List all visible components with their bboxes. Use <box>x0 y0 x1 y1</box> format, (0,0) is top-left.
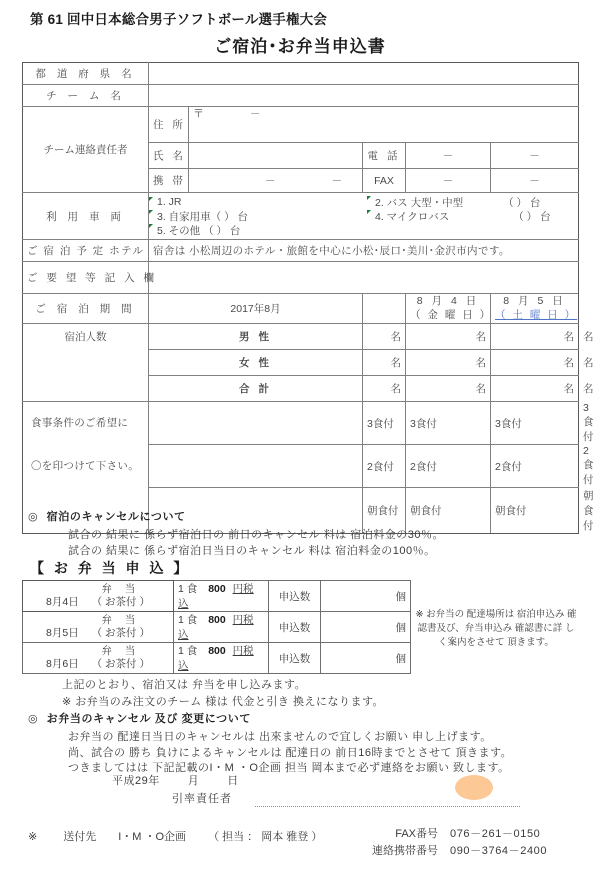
bento-item-2-line1: 弁 当 <box>101 614 141 627</box>
meal-3-blank[interactable] <box>149 402 363 445</box>
table-row-vehicles <box>23 193 579 240</box>
bento-cancel-heading <box>28 710 251 726</box>
guests-total-col-3[interactable] <box>491 376 579 402</box>
vehicle-option-3-label: 3. 自家用車（ ） 台 <box>157 210 249 223</box>
send-to-line <box>28 828 322 844</box>
fax-label: FAX <box>363 169 406 193</box>
bento-price-unit-3: 円税込 <box>178 645 254 672</box>
guests-female-col-2[interactable] <box>406 350 491 376</box>
meal-breakfast-col-1[interactable]: 朝食付 <box>363 488 406 534</box>
table-row-period <box>23 294 579 324</box>
page-title-main: 第 61 回中日本総合男子ソフトボール選手権大会 <box>30 12 328 27</box>
bento-item-2-line2: （ お茶付 ） <box>91 626 150 639</box>
bento-cancel-line-3: つきましてはは 下記記載のI・M ・O企画 担当 岡本まで必ず連絡をお願い 致します。 <box>68 762 510 774</box>
meal-instruction-line2 <box>23 445 149 488</box>
vehicle-option-2-count[interactable]: （ ） 台 <box>503 196 541 209</box>
date-column-3[interactable] <box>491 294 579 324</box>
guests-male-col-3[interactable] <box>491 324 579 350</box>
bento-price-cell-2 <box>174 612 269 643</box>
hotel-label: ご 宿 泊 予 定 ホテル <box>23 240 149 262</box>
day-label: 日 <box>227 775 239 787</box>
date-column-2[interactable] <box>406 294 491 324</box>
table-row-hotel <box>23 240 579 262</box>
meal-3-col-2[interactable]: 3食付 <box>406 402 491 445</box>
tel-input-2[interactable] <box>491 143 579 169</box>
meal-instruction-line1 <box>23 402 149 445</box>
bento-count-label-2: 申込数 <box>269 612 321 643</box>
vehicle-option-2-label: 2. バス 大型・中型 <box>375 196 464 209</box>
vehicle-option-5[interactable] <box>149 223 367 238</box>
double-circle-icon: ◎ <box>28 511 38 523</box>
spellcheck-marker-icon <box>149 224 153 228</box>
unit-label: 名 <box>563 357 575 369</box>
unit-label: 名 <box>583 383 594 395</box>
address-input[interactable] <box>189 107 579 143</box>
guests-row-label-female: 女 性 <box>149 350 363 376</box>
fax-dash-2: － <box>529 175 540 187</box>
request-input[interactable] <box>149 262 579 294</box>
send-to-label: 送付先 <box>63 831 97 843</box>
postal-code-hint <box>193 105 574 121</box>
bento-item-2 <box>92 614 150 639</box>
unit-label: 名 <box>475 383 486 395</box>
declaration-line-2: ※ お弁当のみ注文のチーム 様は 代金と引き 換えになります。 <box>62 696 385 708</box>
vehicle-option-1[interactable] <box>149 196 367 208</box>
bento-cancel-line-2: 尚、試合の 勝ち 負けによるキャンセルは 配達日の 前日16時までとさせて 頂きます。 <box>68 747 513 759</box>
bento-delivery-note: ※ お弁当の 配達場所は 宿泊申込み 確認書及び、弁当申込み 確認書に詳 しく案内をさせて 頂きます。 <box>415 609 577 648</box>
declaration-line-1: 上記のとおり、宿泊又は 弁当を申し込みます。 <box>62 679 307 691</box>
period-month-label: 2017年8月 <box>230 303 281 315</box>
hotel-note-text: 宿舎は 小松周辺のホテル・旅館を中心に小松･辰口･美川･金沢市内です。 <box>153 245 510 257</box>
unit-label: 名 <box>390 357 401 369</box>
mobile-row <box>352 843 547 860</box>
name-input[interactable] <box>189 143 363 169</box>
bento-row <box>23 612 411 643</box>
bento-serving-1: 1 食 <box>178 583 198 595</box>
date-column-2-date: 8 月 4 日 <box>416 295 480 308</box>
contact-person-name: （ 担当 ： 岡本 雅登 ） <box>208 831 323 843</box>
tel-dash-1: － <box>442 150 454 162</box>
spellcheck-marker-icon <box>149 197 153 201</box>
guests-female-col-3[interactable] <box>491 350 579 376</box>
table-row-request <box>23 262 579 294</box>
bento-day-cell-1 <box>23 581 174 612</box>
bento-price-cell-3 <box>174 643 269 674</box>
meal-2-col-3[interactable]: 2食付 <box>491 445 579 488</box>
period-month <box>149 294 363 324</box>
date-column-3-weekday: （ 土 曜 日 ） <box>495 308 578 321</box>
bento-price-2: 800 <box>208 614 226 626</box>
seal-stamp <box>455 775 493 800</box>
guests-label-spacer <box>23 350 149 376</box>
lodging-cancel-heading <box>28 508 186 524</box>
vehicle-options[interactable] <box>149 193 579 240</box>
meal-2-col-1[interactable]: 2食付 <box>363 445 406 488</box>
bento-count-input-3[interactable] <box>321 643 411 674</box>
bento-section-title: 【 お 弁 当 申 込 】 <box>30 560 191 576</box>
bento-row <box>23 643 411 674</box>
postal-dash: － <box>250 108 261 120</box>
unit-label: 名 <box>583 331 594 343</box>
bento-serving-3: 1 食 <box>178 645 198 657</box>
fax-dash-1: － <box>442 175 454 187</box>
vehicle-option-4-label: 4. マイクロバス <box>375 210 450 223</box>
leader-signature-line[interactable] <box>255 806 520 807</box>
vehicle-option-4-count[interactable]: （ ） 台 <box>513 210 551 223</box>
bento-day-cell-2 <box>23 612 174 643</box>
bento-day-1: 8月4日 <box>46 595 79 608</box>
vehicle-option-1-label: 1. JR <box>157 196 182 208</box>
guests-label-spacer-2 <box>23 376 149 402</box>
postal-mark-icon: 〒 <box>193 108 204 120</box>
meal-3-col-3[interactable]: 3食付 <box>491 402 579 445</box>
table-row-meal-breakfast: 朝食付 朝食付 朝食付 朝食付 <box>23 488 579 534</box>
bento-count-label-3: 申込数 <box>269 643 321 674</box>
date-entry-line[interactable] <box>112 772 239 788</box>
footer-mobile-number: 090－3764－2400 <box>450 845 548 858</box>
guests-female-col-1[interactable] <box>363 350 406 376</box>
lodging-application-table <box>22 62 594 534</box>
meal-3-col-1[interactable]: 3食付 <box>363 402 406 445</box>
unit-label: 名 <box>583 357 594 369</box>
meal-2-blank[interactable] <box>149 445 363 488</box>
meal-breakfast-col-3[interactable]: 朝食付 <box>491 488 579 534</box>
bento-price-cell-1 <box>174 581 269 612</box>
lodging-cancel-heading-text: 宿泊のキャンセルについて <box>46 511 186 523</box>
bento-day-cell-3 <box>23 643 174 674</box>
unit-label: 名 <box>563 383 575 395</box>
bento-item-1-line1: 弁 当 <box>101 583 141 596</box>
meal-instruction-text-1: 食事条件のご希望に <box>31 417 129 430</box>
reference-mark-icon: ※ <box>28 831 38 843</box>
company-name: I・M ・O企画 <box>118 831 187 843</box>
bento-price-unit-1: 円税込 <box>178 583 254 610</box>
fax-input-2[interactable] <box>491 169 579 193</box>
fax-input[interactable] <box>406 169 491 193</box>
bento-price-unit-2: 円税込 <box>178 614 254 641</box>
guests-male-col-1[interactable] <box>363 324 406 350</box>
guests-male-col-2[interactable] <box>406 324 491 350</box>
bento-count-unit-2: 個 <box>395 621 406 634</box>
lodging-cancel-line-1: 試合の 結果に 係らず宿泊日の 前日のキャンセル 料は 宿泊料金の30％。 <box>68 529 445 541</box>
table-row-team <box>23 85 579 107</box>
contact-numbers <box>352 826 547 860</box>
page-title-sub: ご宿泊･お弁当申込書 <box>214 37 386 56</box>
month-label: 月 <box>187 775 200 787</box>
mobile-input[interactable] <box>189 169 363 193</box>
table-row-guests-total <box>23 376 579 402</box>
vehicle-label: 利 用 車 両 <box>23 193 149 240</box>
footer-mobile-label: 連絡携帯番号 <box>372 845 438 858</box>
team-input[interactable] <box>149 85 579 107</box>
bento-count-input-1[interactable] <box>321 581 411 612</box>
table-row-guests-female <box>23 350 579 376</box>
vehicle-option-3[interactable] <box>149 209 367 224</box>
double-circle-icon: ◎ <box>28 713 38 725</box>
bento-item-3-line1: 弁 当 <box>101 645 141 658</box>
vehicle-option-5-label: 5. その他 （ ） 台 <box>157 224 241 237</box>
team-label: チ ー ム 名 <box>23 85 149 107</box>
date-column-2-weekday: （ 金 曜 日 ） <box>410 308 493 321</box>
bento-count-unit-3: 個 <box>395 652 406 665</box>
fax-row <box>352 826 547 843</box>
unit-label: 名 <box>475 331 486 343</box>
spellcheck-marker-icon <box>367 210 371 214</box>
bento-item-1 <box>92 583 150 608</box>
spellcheck-marker-icon <box>149 210 153 214</box>
guests-row-label-male: 男 性 <box>149 324 363 350</box>
vehicle-option-4[interactable] <box>367 209 578 224</box>
unit-label: 名 <box>390 331 401 343</box>
table-row-meal-2: 〇を印つけて下さい。 2食付 2食付 2食付 2食付 <box>23 445 579 488</box>
table-row-prefecture <box>23 63 579 85</box>
bento-count-input-2[interactable] <box>321 612 411 643</box>
bento-serving-2: 1 食 <box>178 614 198 626</box>
footer-fax-number: 076－261－0150 <box>450 828 541 840</box>
table-row-guests-male <box>23 324 579 350</box>
name-label: 氏 名 <box>149 143 189 169</box>
unit-label: 名 <box>563 331 575 343</box>
meal-instruction-text-2: 〇を印つけて下さい。 <box>31 459 139 472</box>
unit-label: 名 <box>390 383 401 395</box>
hotel-note-cell <box>149 240 579 262</box>
bento-price-1: 800 <box>208 583 226 595</box>
guests-label: 宿泊人数 <box>23 324 149 350</box>
tel-label: 電 話 <box>363 143 406 169</box>
tel-input[interactable] <box>406 143 491 169</box>
era-year-label: 平成29年 <box>112 775 160 787</box>
bento-day-2: 8月5日 <box>46 626 79 639</box>
date-column-1[interactable] <box>363 294 406 324</box>
vehicle-option-2[interactable] <box>367 195 578 210</box>
date-column-3-date: 8 月 5 日 <box>503 295 566 308</box>
tel-dash-2: － <box>529 150 540 162</box>
request-label: ご 要 望 等 記 入 欄 <box>23 262 149 294</box>
bento-cancel-line-1: お弁当の 配達日当日のキャンセルは 出來ませんので宜しくお願い 申し上げます。 <box>68 731 492 743</box>
prefecture-label: 都 道 府 県 名 <box>23 63 149 85</box>
bento-item-1-line2: （ お茶付 ） <box>91 595 150 608</box>
contact-person-label: チーム連絡責任者 <box>23 107 149 193</box>
table-row-contact-address <box>23 107 579 143</box>
leader-signature-label: 引率責任者 <box>172 793 232 805</box>
mobile-dash-1: － <box>265 175 276 187</box>
bento-price-3: 800 <box>208 645 226 657</box>
bento-row <box>23 581 411 612</box>
footer-fax-label: FAX番号 <box>395 828 438 840</box>
guests-total-col-1[interactable] <box>363 376 406 402</box>
guests-total-col-2[interactable] <box>406 376 491 402</box>
bento-item-3 <box>92 645 150 670</box>
mobile-label: 携 帯 <box>149 169 189 193</box>
bento-item-3-line2: （ お茶付 ） <box>91 657 150 670</box>
prefecture-input[interactable] <box>149 63 579 85</box>
bento-order-table <box>22 580 411 674</box>
bento-day-3: 8月6日 <box>46 657 79 670</box>
meal-2-col-2[interactable]: 2食付 <box>406 445 491 488</box>
address-label: 住 所 <box>149 107 189 143</box>
mobile-dash-2: － <box>331 175 342 187</box>
guests-row-label-total: 合 計 <box>149 376 363 402</box>
unit-label: 名 <box>475 357 486 369</box>
spellcheck-marker-icon <box>367 196 371 200</box>
period-label: ご 宿 泊 期 間 <box>23 294 149 324</box>
bento-cancel-heading-text: お弁当のキャンセル 及び 変更について <box>46 713 251 725</box>
meal-breakfast-col-2[interactable]: 朝食付 <box>406 488 491 534</box>
bento-count-label-1: 申込数 <box>269 581 321 612</box>
lodging-cancel-line-2: 試合の 結果に 係らず宿泊日当日のキャンセル 料は 宿泊料金の100％。 <box>68 545 436 557</box>
table-row-meal-3: 食事条件のご希望に 3食付 3食付 3食付 3食付 <box>23 402 579 445</box>
bento-count-unit-1: 個 <box>395 590 406 603</box>
